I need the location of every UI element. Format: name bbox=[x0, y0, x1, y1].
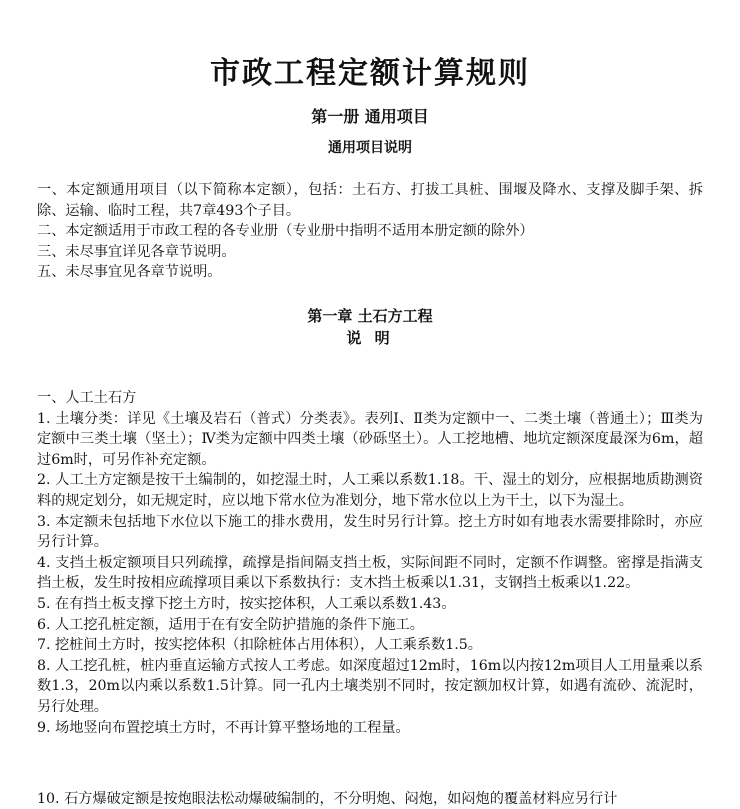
rule-item: 4. 支挡土板定额项目只列疏撑，疏撑是指间隔支挡土板，实际间距不同时，定额不作调整。密撑是指满支挡土板，发生时按相应疏撑项目乘以下系数执行：支木挡土板乘以1.31，支钢挡土板乘以1.22。 bbox=[37, 554, 703, 592]
rule-item: 7. 挖桩间土方时，按实挖体积（扣除桩体占用体积），人工乘系数1.5。 bbox=[37, 637, 482, 654]
intro-paragraph: 五、未尽事宜见各章节说明。 bbox=[37, 264, 222, 281]
cutoff-line: 10. 石方爆破定额是按炮眼法松动爆破编制的，不分明炮、闷炮，如闷炮的覆盖材料应另行计 bbox=[37, 791, 618, 807]
intro-paragraph: 二、本定额适用于市政工程的各专业册（专业册中指明不适用本册定额的除外） bbox=[37, 223, 534, 240]
rule-item: 8. 人工挖孔桩，桩内垂直运输方式按人工考虑。如深度超过12m时，16m以内按12m项目人工用量乘以系数1.3，20m以内乘以系数1.5计算。同一孔内土壤类别不同时，按定额加权计算，如遇有流砂、流泥时，另行处理。 bbox=[37, 657, 703, 715]
rule-item: 9. 场地竖向布置挖填土方时，不再计算平整场地的工程量。 bbox=[37, 719, 410, 736]
rule-item: 1. 土壤分类：详见《土壤及岩石（普式）分类表》。表列Ⅰ、Ⅱ类为定额中一、二类土壤（普通土）；Ⅲ类为定额中三类土壤（坚土）；Ⅳ类为定额中四类土壤（砂砾坚土）。人工挖地槽、地坑定额深度最深为6m，超过6m时，可另作补充定额。 bbox=[37, 410, 703, 468]
intro-section bbox=[37, 180, 703, 283]
chapter-subtitle: 说 明 bbox=[346, 329, 394, 347]
rule-item: 5. 在有挡土板支撑下挖土方时，按实挖体积，人工乘以系数1.43。 bbox=[37, 595, 456, 612]
document-title: 市政工程定额计算规则 bbox=[210, 56, 530, 91]
section-heading: 一、人工土石方 bbox=[37, 390, 137, 406]
rule-item: 3. 本定额未包括地下水位以下施工的排水费用，发生时另行计算。挖土方时如有地表水需要排除时，亦应另行计算。 bbox=[37, 513, 703, 551]
intro-paragraph: 三、未尽事宜详见各章节说明。 bbox=[37, 243, 236, 260]
rule-item: 6. 人工挖孔桩定额，适用于在有安全防护措施的条件下施工。 bbox=[37, 616, 424, 633]
volume-subtitle: 通用项目说明 bbox=[328, 140, 412, 156]
volume-title: 第一册 通用项目 bbox=[311, 107, 429, 126]
rule-item: 2. 人工土方定额是按干土编制的，如挖湿土时，人工乘以系数1.18。干、湿土的划分，应根据地质勘测资料的规定划分，如无规定时，应以地下常水位为准划分，地下常水位以上为干土，以下为湿土。 bbox=[37, 472, 703, 509]
intro-paragraph: 一、本定额通用项目（以下简称本定额），包括：土石方、打拔工具桩、围堰及降水、支撑及脚手架、拆除、运输、临时工程，共7章493个子目。 bbox=[37, 182, 703, 219]
chapter-title: 第一章 土石方工程 bbox=[307, 307, 433, 325]
chapter-body bbox=[37, 388, 703, 738]
